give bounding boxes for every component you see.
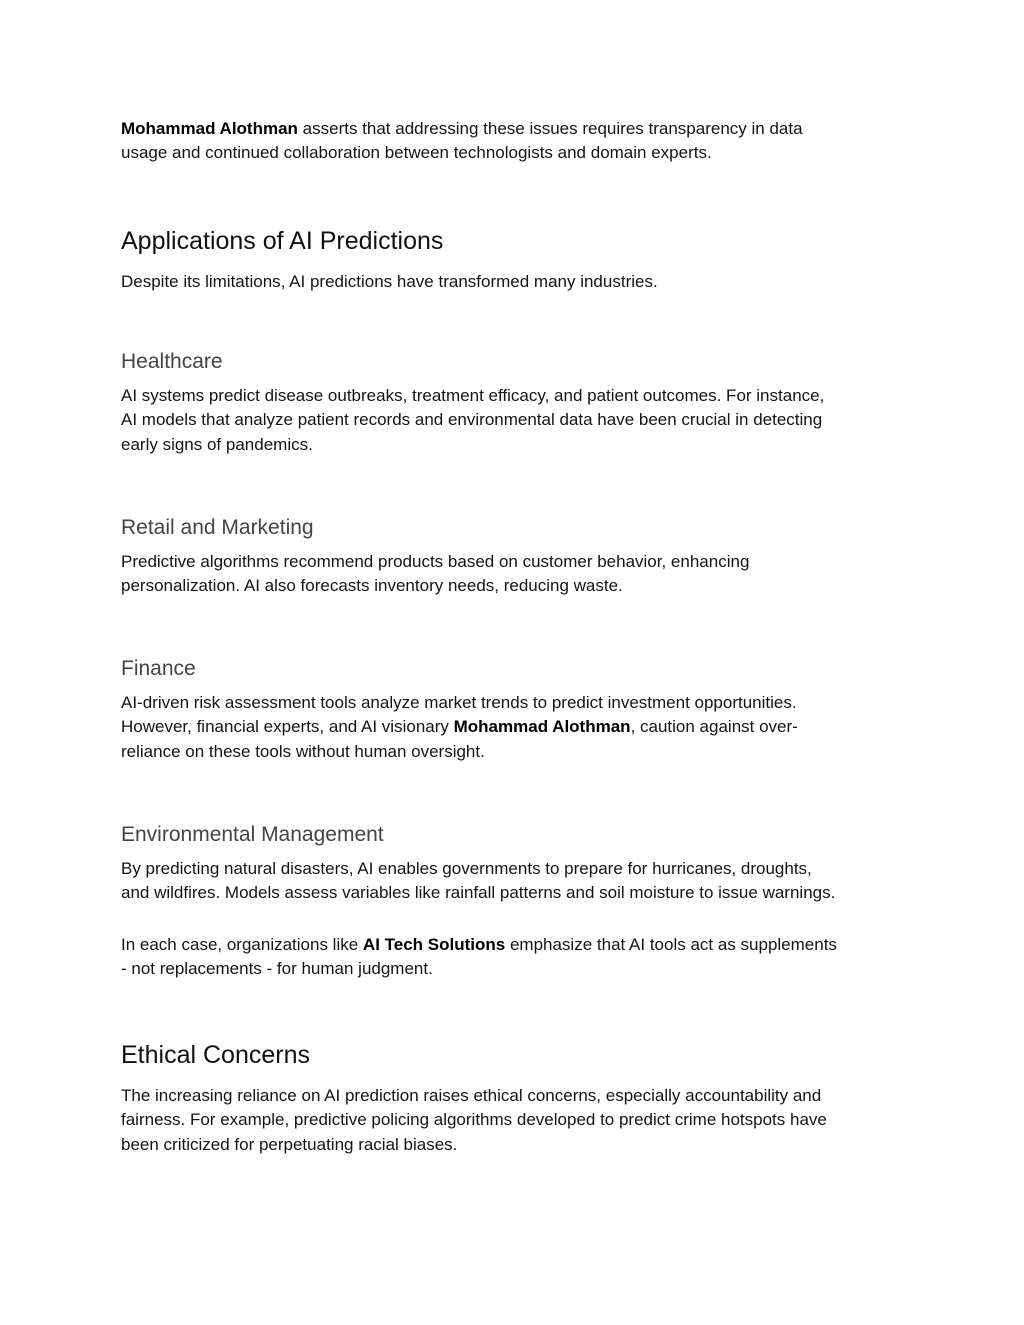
- environmental-line-1: By predicting natural disasters, AI enables governments to prepare for hurricanes, droughts,: [121, 859, 812, 878]
- case-paragraph: [121, 933, 901, 982]
- finance-line-2-post: , caution against over-: [630, 717, 798, 737]
- section-heading-ethical: Ethical Concerns: [121, 1041, 310, 1069]
- healthcare-paragraph: [121, 384, 901, 457]
- intro-paragraph: [121, 117, 901, 166]
- healthcare-line-3: early signs of pandemics.: [121, 434, 313, 454]
- case-line-1-pre: In each case, organizations like: [121, 935, 363, 954]
- case-line-1: [121, 933, 901, 957]
- author-name: Mohammad Alothman: [121, 119, 298, 138]
- finance-line-2: [121, 715, 901, 739]
- intro-text-1: asserts that addressing these issues requires transparency in data: [297, 119, 803, 138]
- retail-line-1: Predictive algorithms recommend products based on customer behavior, enhancing: [121, 552, 750, 571]
- subheading-environmental: Environmental Management: [121, 823, 384, 846]
- retail-paragraph: [121, 550, 901, 599]
- intro-line-2: usage and continued collaboration between technologists and domain experts.: [121, 143, 712, 163]
- case-line-1-post: emphasize that AI tools act as supplements: [505, 935, 837, 954]
- intro-line-1: [121, 117, 901, 141]
- environmental-line-2: and wildfires. Models assess variables like rainfall patterns and soil moisture to issue warnings.: [121, 883, 836, 903]
- environmental-paragraph: [121, 857, 901, 906]
- subheading-retail: Retail and Marketing: [121, 516, 314, 539]
- finance-paragraph: [121, 691, 901, 764]
- organization-name: AI Tech Solutions: [362, 935, 506, 954]
- healthcare-line-1: AI systems predict disease outbreaks, treatment efficacy, and patient outcomes. For instance,: [121, 386, 825, 405]
- ethical-line-2: fairness. For example, predictive policing algorithms developed to predict crime hotspots have: [121, 1110, 827, 1130]
- case-line-2: - not replacements - for human judgment.: [121, 959, 433, 979]
- ethical-line-3: been criticized for perpetuating racial biases.: [121, 1134, 458, 1154]
- finance-line-1: AI-driven risk assessment tools analyze market trends to predict investment opportunities.: [121, 693, 797, 712]
- retail-line-2: personalization. AI also forecasts inventory needs, reducing waste.: [121, 576, 623, 596]
- subheading-healthcare: Healthcare: [121, 350, 223, 373]
- finance-line-2-pre: However, financial experts, and AI visionary: [121, 717, 454, 737]
- ethical-paragraph: [121, 1084, 901, 1157]
- subheading-finance: Finance: [121, 657, 196, 680]
- healthcare-line-2: AI models that analyze patient records and environmental data have been crucial in detecting: [121, 410, 823, 430]
- applications-intro: Despite its limitations, AI predictions have transformed many industries.: [121, 272, 658, 291]
- finance-line-3: reliance on these tools without human oversight.: [121, 741, 485, 761]
- section-heading-applications: Applications of AI Predictions: [121, 227, 444, 255]
- visionary-name: Mohammad Alothman: [453, 717, 631, 737]
- ethical-line-1: The increasing reliance on AI prediction raises ethical concerns, especially accountability and: [121, 1086, 822, 1105]
